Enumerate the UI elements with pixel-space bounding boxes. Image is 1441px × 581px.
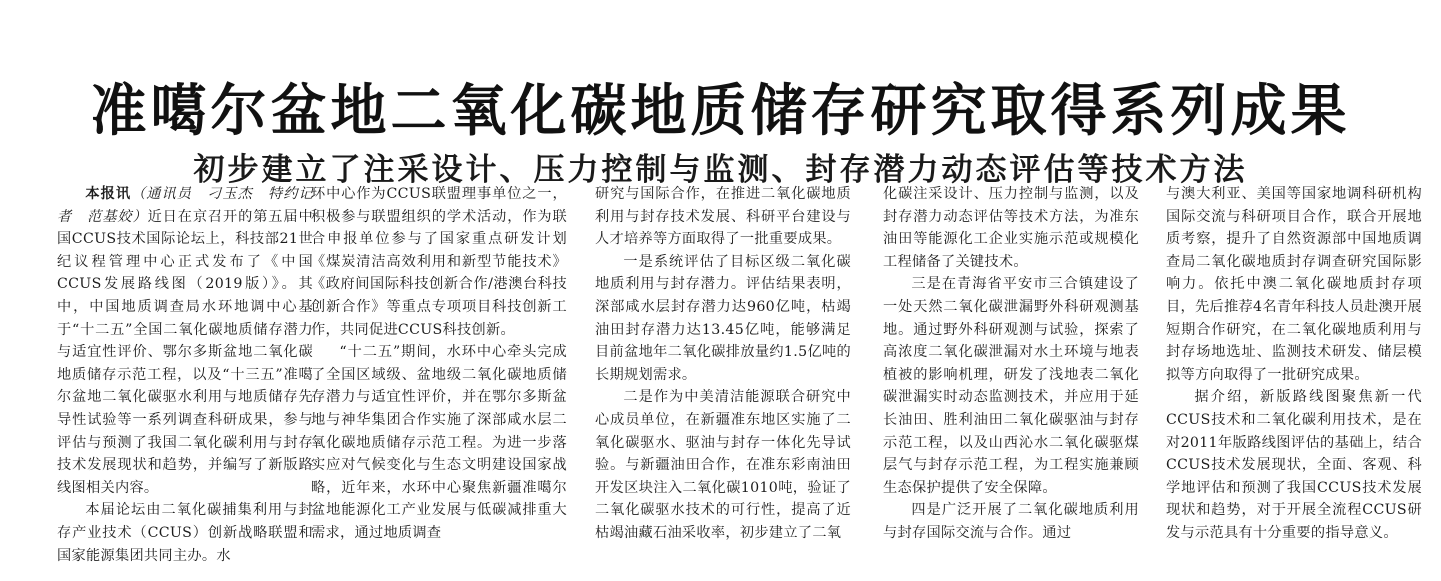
subheadline: 初步建立了注采设计、压力控制与监测、封存潜力动态评估等技术方法 (193, 151, 1248, 188)
article-column-5 (1166, 183, 1422, 581)
article-column-3 (595, 183, 851, 581)
headline: 准噶尔盆地二氧化碳地质储存研究取得系列成果 (90, 77, 1351, 144)
paragraph: “十二五”期间，水环中心牵头完成了全国区域级、盆地级二氧化碳地质储存潜力与适宜性评价，并在鄂尔多斯盆地与神华集团合作实施了深部咸水层二氧化碳地质储存示范工程。为进一步落实应对气候变化与生态文明建设国家战略，近年来，水环中心聚焦新疆准噶尔盆地能源化工产业发展与低碳减排重大需求，通过地质调查 (311, 344, 567, 541)
paragraph: 本届论坛由二氧化碳捕集利用与封存产业技术（CCUS）创新战略联盟和国家能源集团共同主办。水 (57, 502, 313, 564)
paragraph: 化碳注采设计、压力控制与监测，以及封存潜力动态评估等技术方法，为准东油田等能源化工企业实施示范或规模化工程储备了关键技术。 (883, 186, 1139, 270)
article-column-1 (57, 183, 313, 581)
paragraph: 环中心作为CCUS联盟理事单位之一，积极参与联盟组织的学术活动，作为联合申报单位参与了国家重点研发计划《煤炭清洁高效利用和新型节能技术》《政府间国际科技创新合作/港澳台科技创新合作》等重点专项项目科技创新工作，共同促进CCUS科技创新。 (311, 186, 567, 338)
paragraph: 三是在青海省平安市三合镇建设了一处天然二氧化碳泄漏野外科研观测基地。通过野外科研观测与试验，探索了高浓度二氧化碳泄漏对水土环境与地表植被的影响机理，研发了浅地表二氧化碳泄漏实时动态监测技术，并应用于延长油田、胜利油田二氧化碳驱油与封存示范工程，以及山西沁水二氧化碳驱煤层气与封存示范工程，为工程实施兼顾生态保护提供了安全保障。 (883, 276, 1139, 496)
paragraph: 据介绍，新版路线图聚焦新一代CCUS技术和二氧化碳利用技术，是在对2011年版路线图评估的基础上，结合CCUS技术发展现状，全面、客观、科学地评估和预测了我国CCUS技术发展现状和趋势，对于开展全流程CCUS研发与示范具有十分重要的指导意义。 (1166, 389, 1422, 541)
article-column-2 (311, 183, 567, 581)
paragraph (57, 183, 313, 499)
lead-label: 本报讯 (85, 186, 132, 202)
article-column-4 (883, 183, 1139, 581)
paragraph-text: 近日在京召开的第五届中国CCUS技术国际论坛上，科技部21世纪议程管理中心正式发布了《中国CCUS发展路线图（2019版）》。其中，中国地质调查局水环地调中心基于“十二五”全国二氧化碳地质储存潜力与适宜性评价、鄂尔多斯盆地二氧化碳地质储存示范工程，以及“十三五”准噶尔盆地二氧化碳驱水利用与地质储存先导性试验等一系列调查科研成果，参与评估与预测了我国二氧化碳利用与封存技术发展现状和趋势，并编写了新版路线图相关内容。 (57, 208, 313, 496)
paragraph: 研究与国际合作，在推进二氧化碳地质利用与封存技术发展、科研平台建设与人才培养等方面取得了一批重要成果。 (595, 186, 851, 248)
paragraph: 二是作为中美清洁能源联合研究中心成员单位，在新疆准东地区实施了二氧化碳驱水、驱油与封存一体化先导试验。与新疆油田合作，在准东彩南油田开发区块注入二氧化碳1010吨，验证了二氧化碳驱水技术的可行性，提高了近枯竭油藏石油采收率，初步建立了二氧 (595, 389, 851, 541)
paragraph: 四是广泛开展了二氧化碳地质利用与封存国际交流与合作。通过 (883, 502, 1139, 541)
byline: （通讯员 刁玉杰 特约记者 范基姣） (57, 186, 313, 225)
paragraph: 与澳大利亚、美国等国家地调科研机构国际交流与科研项目合作，联合开展地质考察，提升了自然资源部中国地质调查局二氧化碳地质封存调查研究国际影响力。依托中澳二氧化碳地质封存项目，先后推荐4名青年科技人员赴澳开展短期合作研究，在二氧化碳地质利用与封存场地选址、监测技术研发、储层模拟等方向取得了一批研究成果。 (1166, 186, 1422, 383)
paragraph: 一是系统评估了目标区级二氧化碳地质利用与封存潜力。评估结果表明，深部咸水层封存潜力达960亿吨，枯竭油田封存潜力达13.45亿吨，能够满足目前盆地年二氧化碳排放量约1.5亿吨的长期规划需求。 (595, 253, 851, 383)
